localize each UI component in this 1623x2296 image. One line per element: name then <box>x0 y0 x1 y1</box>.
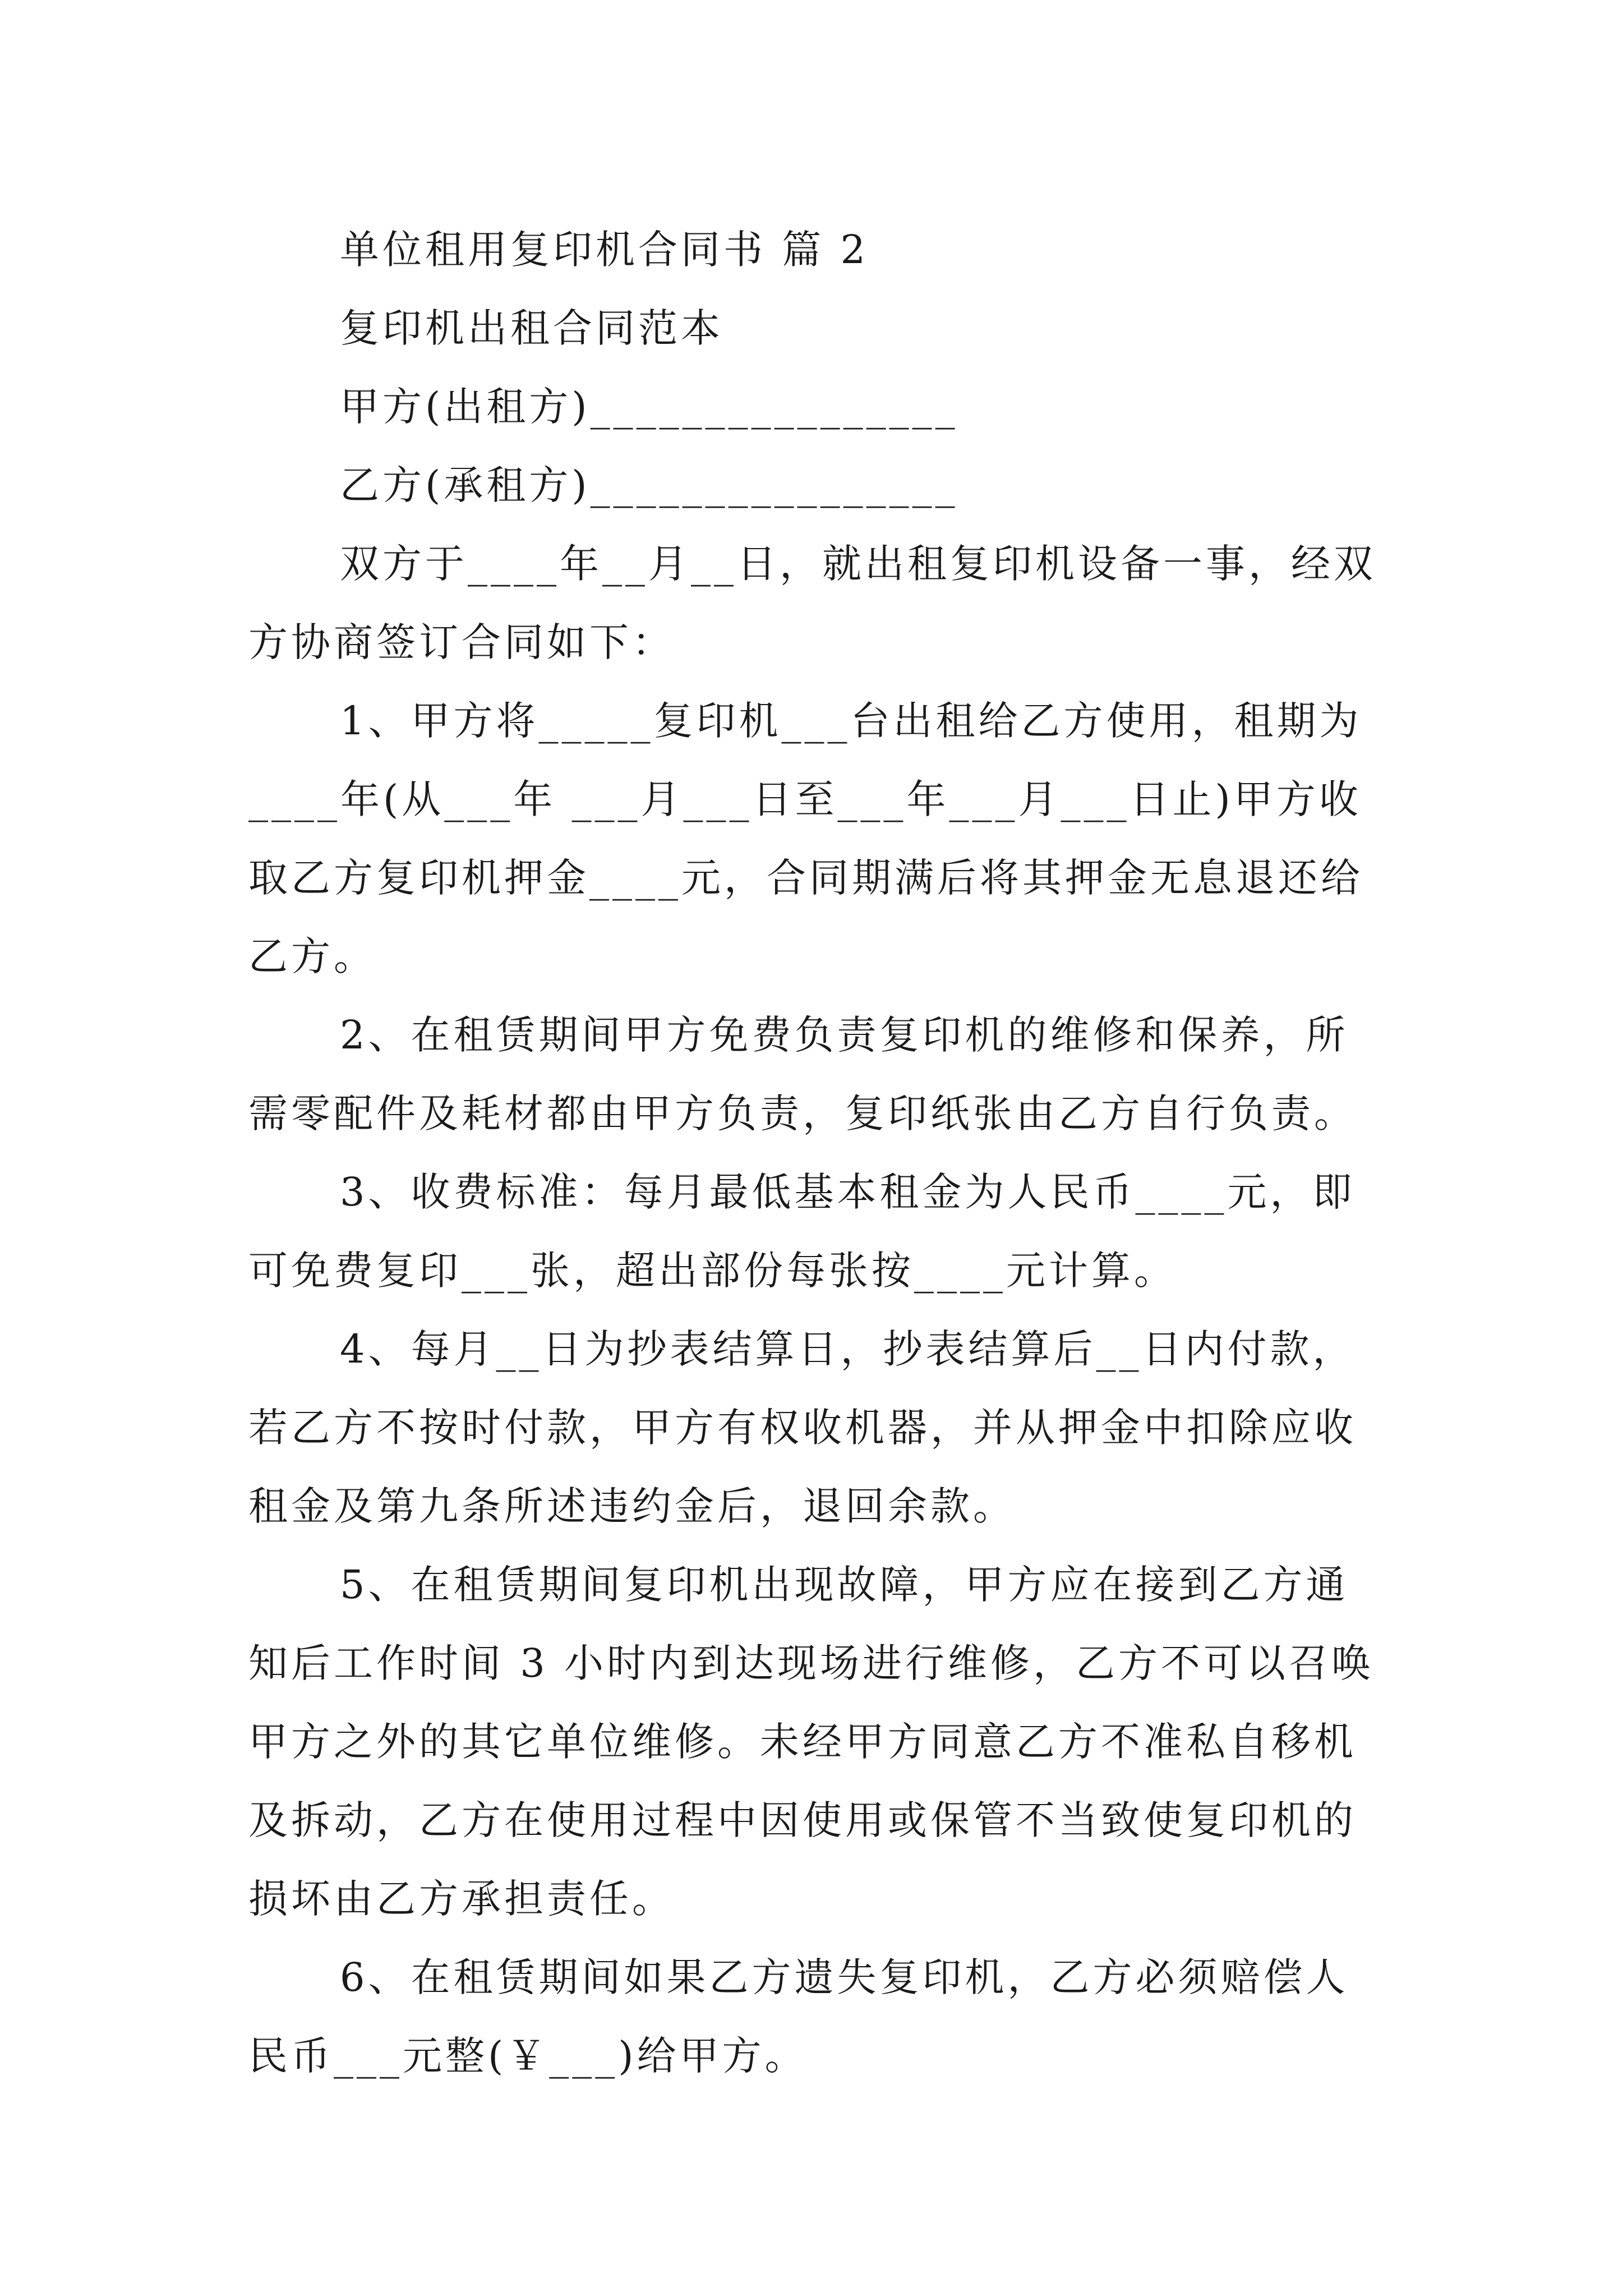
party-a-line: 甲方(出租方)________________ <box>340 384 958 430</box>
intro-line: 方协商签订合同如下： <box>248 619 675 665</box>
clause-line: ____年(从___年 ___月___日至___年___月___日止)甲方收 <box>248 776 1362 822</box>
clause-line: 2、在租赁期间甲方免费负责复印机的维修和保养，所 <box>340 1012 1349 1058</box>
clause-line: 损坏由乙方承担责任。 <box>248 1876 675 1922</box>
clause-4 <box>248 1310 1381 1545</box>
document-title: 单位租用复印机合同书 篇 2 <box>340 227 869 273</box>
clause-line: 民币___元整(￥___)给甲方。 <box>248 2033 808 2079</box>
clause-line: 可免费复印___张，超出部份每张按____元计算。 <box>248 1248 1177 1294</box>
clause-2 <box>248 996 1381 1153</box>
intro-paragraph <box>248 524 1381 682</box>
clause-line: 及拆动，乙方在使用过程中因使用或保管不当致使复印机的 <box>248 1797 1357 1843</box>
clause-line: 租金及第九条所述违约金后，退回余款。 <box>248 1483 1016 1529</box>
intro-line: 双方于____年__月__日，就出租复印机设备一事，经双 <box>340 541 1376 587</box>
contract-body <box>248 210 1381 2095</box>
clause-line: 4、每月__日为抄表结算日，抄表结算后__日内付款， <box>340 1326 1355 1372</box>
clause-line: 甲方之外的其它单位维修。未经甲方同意乙方不准私自移机 <box>248 1719 1357 1765</box>
clause-line: 1、甲方将_____复印机___台出租给乙方使用，租期为 <box>340 698 1362 744</box>
clause-line: 乙方。 <box>248 933 376 979</box>
clause-6 <box>248 1938 1381 2095</box>
clause-5 <box>248 1545 1381 1938</box>
clause-1 <box>248 682 1381 996</box>
clause-line: 6、在租赁期间如果乙方遗失复印机，乙方必须赔偿人 <box>340 1954 1349 2000</box>
clause-line: 5、在租赁期间复印机出现故障，甲方应在接到乙方通 <box>340 1562 1349 1608</box>
clause-line: 若乙方不按时付款，甲方有权收机器，并从押金中扣除应收 <box>248 1405 1357 1451</box>
clause-line: 知后工作时间 3 小时内到达现场进行维修，乙方不可以召唤 <box>248 1640 1375 1686</box>
clause-line: 3、收费标准：每月最低基本租金为人民币____元，即 <box>340 1169 1355 1215</box>
clause-3 <box>248 1153 1381 1310</box>
clause-line: 取乙方复印机押金____元，合同期满后将其押金无息退还给 <box>248 855 1363 901</box>
clause-line: 需零配件及耗材都由甲方负责，复印纸张由乙方自行负责。 <box>248 1091 1357 1137</box>
document-subtitle: 复印机出租合同范本 <box>340 305 723 351</box>
party-b-line: 乙方(承租方)________________ <box>340 462 958 508</box>
